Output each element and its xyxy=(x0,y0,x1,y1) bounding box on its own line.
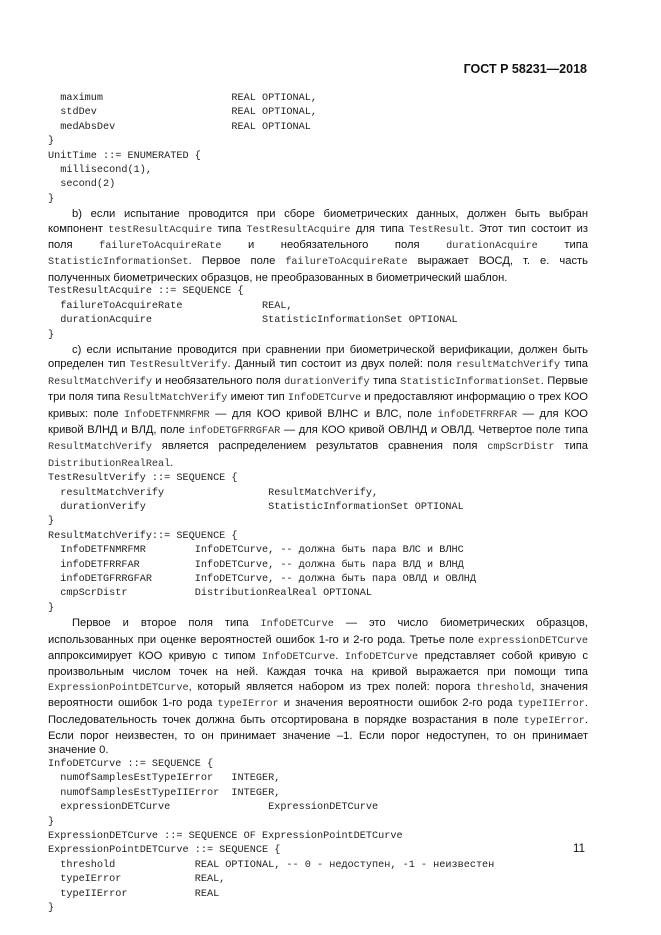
paragraph-text: и необязательного поля xyxy=(151,374,285,387)
paragraph-text: — для КОО кривой ОВЛНД и ОВЛД. Четвертое поле типа xyxy=(280,423,588,436)
code-identifier: InfoDETCurve xyxy=(261,652,336,664)
paragraph-text: . xyxy=(170,456,174,469)
code-identifier: cmpScrDistr xyxy=(487,442,555,454)
paragraph-text: и предоставляют информацию о трех КОО кривых: поле xyxy=(48,391,588,420)
code-identifier: DistributionRealReal xyxy=(48,458,171,470)
code-identifier: InfoDETCurve xyxy=(260,619,334,631)
code-identifier: typeIError xyxy=(523,715,585,727)
paragraph-text: аппроксимирует КОО кривую с типом xyxy=(48,650,262,663)
paragraph-text: для типа xyxy=(350,222,410,235)
code-identifier: infoDETFRRFAR xyxy=(437,409,518,421)
code-identifier: expressionDETCurve xyxy=(477,635,588,647)
paragraph-text: — для КОО кривой ВЛНД и ВЛД, поле xyxy=(48,407,589,436)
code-identifier: ExpressionPointDETCurve xyxy=(48,682,189,694)
code-identifier: InfoDETCurve xyxy=(287,393,362,405)
code-identifier: InfoDETCurve xyxy=(344,652,419,664)
code-identifier: TestResultVerify xyxy=(129,360,228,372)
standard-number: ГОСТ Р 58231—2018 xyxy=(463,62,587,76)
code-block-test-result-acquire: TestResultAcquire ::= SEQUENCE { failureToAcquireRate REAL, durationAcquire StatisticInformationSet OPTIONAL } xyxy=(48,286,458,341)
paragraph-text: и значения вероятности ошибок 2-го рода xyxy=(278,697,518,710)
paragraph-text: , значения вероятности ошибок 1-го рода xyxy=(48,680,588,710)
paragraph-text: b) если испытание проводится при сборе биометрических данных, должен быть выбран компонент xyxy=(48,208,588,235)
code-identifier: StatisticInformationSet xyxy=(48,257,189,269)
paragraph-text: . Последовательность точек должна быть отсортирована в порядке возрастания в поле xyxy=(48,697,588,726)
paragraph-text: . xyxy=(335,650,345,663)
code-identifier: testResultAcquire xyxy=(108,224,213,236)
code-identifier: ResultMatchVerify xyxy=(123,393,228,405)
paragraph-b xyxy=(48,207,588,285)
code-identifier: TestResult xyxy=(409,224,471,236)
code-identifier: ResultMatchVerify xyxy=(48,442,152,454)
code-block-info-det-curve: InfoDETCurve ::= SEQUENCE { numOfSamplesEstTypeIError INTEGER, numOfSamplesEstTypeIIError INTEGER, expressionDETCurve ExpressionDETCurve } ExpressionDETCurve ::= SEQUENCE OF ExpressionPointDETCurve ExpressionPointDETCurve ::= SEQUENCE { threshold REAL OPTIONAL, -- 0 - недоступен, -1 - неизвестен typeIError REAL, typeIIError REAL } xyxy=(48,758,495,914)
paragraph-text: типа xyxy=(537,239,588,252)
code-identifier: TestResultAcquire xyxy=(246,224,351,236)
paragraph-text: . Данный тип состоит из двух полей: поля xyxy=(227,358,457,371)
paragraph-text: — для КОО кривой ВЛНС и ВЛС, поле xyxy=(209,407,438,420)
code-identifier: infoDETGFRRGFAR xyxy=(188,425,281,437)
code-identifier: threshold xyxy=(476,682,532,694)
paragraph-text: . Первое поле xyxy=(188,255,286,268)
code-identifier: typeIError xyxy=(217,699,279,711)
page-content xyxy=(48,92,588,916)
paragraph-text: Первое и второе поля типа xyxy=(72,617,261,630)
page-number: 11 xyxy=(573,843,585,855)
paragraph-text: и необязательного поля xyxy=(221,239,447,252)
paragraph-text: c) если испытание проводится при сравнении при биометрической верификации, должен быть определен тип xyxy=(48,343,588,371)
paragraph-text: . Этот тип состоит из поля xyxy=(48,222,589,252)
paragraph-text: типа xyxy=(212,222,247,235)
code-block-test-result-verify: TestResultVerify ::= SEQUENCE { resultMatchVerify ResultMatchVerify, durationVerify StatisticInformationSet OPTIONAL } ResultMatchVerify::= SEQUENCE { InfoDETFNMRFMR InfoDETCurve, -- должна быть пара ВЛС и ВЛНС infoDETFRRFAR InfoDETCurve, -- должна быть пара ВЛД и ВЛНД infoDETGFRRGFAR InfoDETCurve, -- должна быть пара ОВЛД и ОВЛНД cmpScrDistr DistributionRealReal OPTIONAL } xyxy=(48,473,476,614)
paragraph-text: , который является набором из трех полей: порога xyxy=(188,680,477,693)
code-block-statistics: maximum REAL OPTIONAL, stdDev REAL OPTIONAL, medAbsDev REAL OPTIONAL } UnitTime ::= ENUMERATED { millisecond(1), second(2) } xyxy=(48,93,317,205)
paragraph-text: представляет собой кривую с произвольным числом точек на ней. Каждая точка на кривой выражается при помощи типа xyxy=(48,650,588,679)
code-identifier: typeIIError xyxy=(517,699,585,711)
paragraph-text: выражает ВОСД, т. е. часть полученных биометрических образцов, не преобразованных в биометрический шаблон. xyxy=(48,255,588,284)
paragraph-text: — это число биометрических образцов, использованных при оценке вероятностей ошибок 1-го и 2-го рода. Третье поле xyxy=(48,617,588,646)
code-identifier: InfoDETFNMRFMR xyxy=(124,409,210,421)
code-identifier: StatisticInformationSet xyxy=(400,376,541,388)
code-identifier: failureToAcquireRate xyxy=(99,241,222,253)
paragraph-info-det-curve xyxy=(48,616,588,758)
paragraph-text: имеют тип xyxy=(227,391,288,404)
paragraph-text: типа xyxy=(554,440,588,453)
code-identifier: durationVerify xyxy=(284,376,370,388)
paragraph-text: . Первые три поля типа xyxy=(48,374,588,404)
paragraph-text: . Если порог неизвестен, то он принимает значение –1. Если порог недоступен, то он принимает значение 0. xyxy=(48,713,588,757)
code-identifier: failureToAcquireRate xyxy=(285,257,408,269)
code-identifier: durationAcquire xyxy=(446,241,538,253)
paragraph-c xyxy=(48,343,588,472)
code-identifier: ResultMatchVerify xyxy=(48,376,152,388)
paragraph-text: типа xyxy=(560,358,588,371)
paragraph-text: является распределением результатов сравнения поля xyxy=(151,440,488,453)
code-identifier: resultMatchVerify xyxy=(456,360,561,372)
paragraph-text: типа xyxy=(369,374,401,387)
